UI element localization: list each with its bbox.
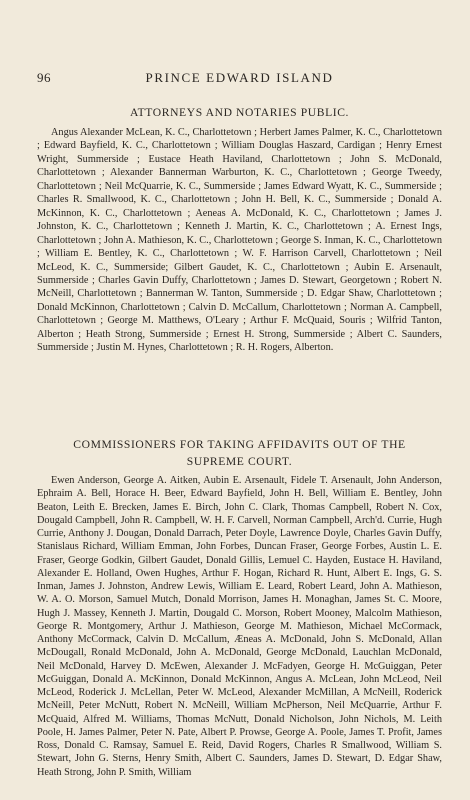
page-number: 96 <box>37 70 51 85</box>
commissioners-heading-line1: COMMISSIONERS FOR TAKING AFFIDAVITS OUT OF THE <box>73 438 406 451</box>
commissioners-list: Ewen Anderson, George A. Aitken, Aubin E. Arsenault, Fidele T. Arsenault, John Anderson, Ephraim A. Bell, Horace H. Beer, Edward Bayfield, John H. Bell, William E. Bentley, John Beaton, Leith E. Brecken, James E. Birch, John C. Clark, Thomas Campbell, Robert N. Cox, Dougald Campbell, John R. Campbell, W. H. F. Carvell, Norman Campbell, Arch'd. Currie, Hugh Currie, Anthony J. Dougan, Donald Darrach, Peter Doyle, Lawrence Doyle, Charles Gavin Duffy, Stanislaus Richard, William Emman, John Forbes, Duncan Fraser, George Forbes, Austin L. E. Fraser, George Godkin, Gilbert Gaudet, Donald Gillis, Lemuel C. Hayden, Eustace H. Haviland, Alexander E. Holland, Owen Hughes, Arthur F. Hogan, Richard R. Hunt, Albert E. Ings, G. S. Inman, James J. Johnston, Andrew Lewis, William E. Leard, Robert Leard, John A. Mathieson, W. A. O. Morson, Samuel Mutch, Donald Morrison, James H. Monaghan, James St. C. Moore, Hugh J. Massey, Kenneth J. Martin, Dougald C. Morson, Robert Mooney, Malcolm Mathieson, George R. Montgomery, Arthur J. Mathieson, George M. Mathieson, Michael McCormack, Anthony McCormack, Calvin D. McCallum, Æneas A. McDonald, John S. McDonald, Allan McDougall, Ronald McDonald, John A. McDonald, George McDonald, Lauchlan McDonald, Neil McDonald, Harvey D. McEwen, Alexander J. McFadyen, George H. McGuiggan, Peter McGuiggan, Donald A. McKinnon, Donald McKinnon, Angus A. McLean, John McLeod, Neil McLeod, Roderick J. McLellan, Peter W. McLeod, Alexander McMillan, A McNeill, Roderick McNeill, Peter McNutt, Robert N. McNeill, William McPherson, Neil McQuarrie, Arthur F. McQuaid, Alfred M. Williams, Thomas McNutt, Donald Nicholson, John Nichols, M. Leith Poole, H. James Palmer, Peter N. Pate, Albert P. Prowse, George A. Poole, James T. Profit, James Ross, Donald C. Ramsay, Samuel E. Reid, David Rogers, Charles R Smallwood, William S. Stewart, John G. Sterns, Henry Smith, Albert C. Saunders, James D. Stewart, D. Edgar Shaw, Heath Strong, John P. Smith, William <box>37 475 442 778</box>
attorneys-heading: ATTORNEYS AND NOTARIES PUBLIC. <box>129 106 350 119</box>
commissioners-heading-line2: SUPREME COURT. <box>186 455 293 468</box>
commissioners-heading <box>37 436 442 470</box>
running-head <box>37 70 442 86</box>
running-title: PRINCE EDWARD ISLAND <box>145 70 334 85</box>
attorneys-section <box>37 104 442 355</box>
commissioners-section <box>37 436 442 779</box>
attorneys-list: Angus Alexander McLean, K. C., Charlottetown ; Herbert James Palmer, K. C., Charlottetown ; Edward Bayfield, K. C., Charlottetown ; William Douglas Haszard, Cardigan ; Henry Ernest Wright, Summerside ; Eustace Heath Haviland, Charlottetown ; John S. McDonald, Charlottetown ; Alexander Bannerman Warburton, K. C., Charlottetown ; George Tweedy, Charlottetown ; Neil McQuarrie, K. C., Summerside ; James Edward Wyatt, K. C., Summerside ; Charles R. Smallwood, K. C., Charlottetown ; John H. Bell, K. C., Summerside ; Donald A. McKinnon, K. C., Charlottetown ; Aeneas A. McDonald, K. C., Charlottetown ; James J. Johnston, K. C., Charlottetown ; Kenneth J. Martin, K. C., Charlottetown ; A. Ernest Ings, Charlottetown ; John A. Mathieson, K. C., Charlottetown ; George S. Inman, K. C., Charlottetown ; William E. Bentley, K. C., Charlottetown ; W. F. Harrison Carvell, Charlottetown ; Neil McLeod, K. C., Summerside; Gilbert Gaudet, K. C., Charlottetown ; Aubin E. Arsenault, Summerside ; Charles Gavin Duffy, Charlottetown ; James D. Stewart, Georgetown ; Robert N. McNeill, Charlottetown ; Bannerman W. Tanton, Summerside ; D. Edgar Shaw, Charlottetown ; Donald McKinnon, Charlottetown ; Calvin D. McCallum, Charlottetown ; Norman A. Campbell, Charlottetown ; George M. Matthews, O'Leary ; Arthur F. McQuaid, Souris ; Wilfrid Tanton, Alberton ; Heath Strong, Summerside ; Ernest H. Strong, Summerside ; Albert C. Saunders, Summerside ; Justin M. Hynes, Charlottetown ; R. H. Rogers, Alberton. <box>37 127 442 354</box>
